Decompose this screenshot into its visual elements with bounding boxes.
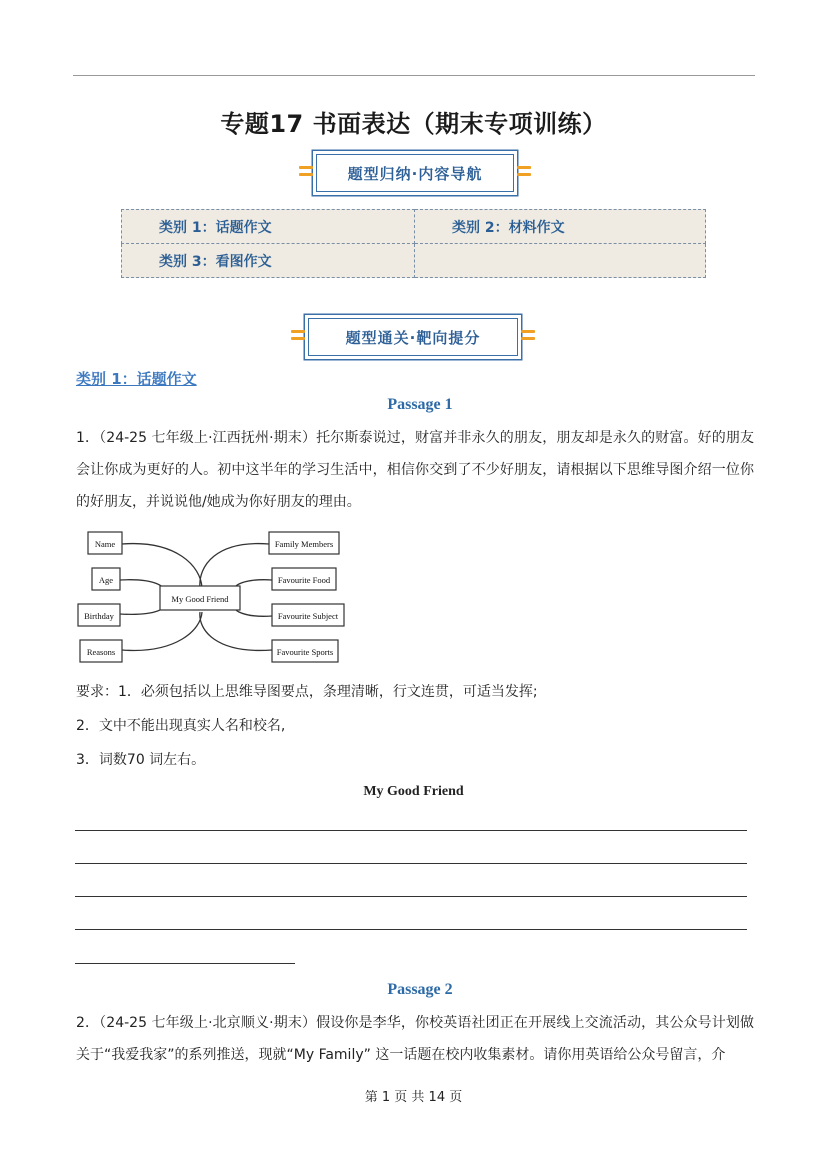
mind-map-node-sports: Favourite Sports <box>276 647 334 657</box>
requirement-3: 3．词数70 词左右。 <box>76 752 206 768</box>
practice-banner-label: 题型通关·靶向提分 <box>345 328 481 347</box>
essay-title: My Good Friend <box>363 784 464 799</box>
bracket-icon <box>517 164 531 180</box>
passage-1-prompt: 1．（24-25 七年级上·江西抚州·期末）托尔斯泰说过，财富并非永久的朋友，朋友却是永久的财富。好的朋友会让你成为更好的人。初中这半年的学习生活中，相信你交到了不少好朋友，请根据以下思维导图介绍一位你的好朋友，并说说他/她成为你好朋友的理由。 <box>76 430 754 510</box>
writing-line[interactable] <box>75 863 747 864</box>
mind-map-node-reasons: Reasons <box>86 647 116 657</box>
page-footer: 第 1 页 共 14 页 <box>364 1090 463 1105</box>
passage-2-prompt: 2．（24-25 七年级上·北京顺义·期末）假设你是李华，你校英语社团正在开展线上交流活动，其公众号计划做关于“我爱我家”的系列推送，现就“My Family” 这一话题在校内收集素材。请你用英语给公众号留言，介 <box>76 1015 754 1063</box>
category-table <box>121 209 706 278</box>
writing-line[interactable] <box>75 830 747 831</box>
category-3-cell: 类别 3：看图作文 <box>122 244 415 278</box>
mind-map-link <box>200 544 269 588</box>
category-2-cell: 类别 2：材料作文 <box>415 210 706 244</box>
mind-map-link <box>122 544 202 588</box>
category-1-cell: 类别 1：话题作文 <box>122 210 415 244</box>
mind-map-center: My Good Friend <box>171 594 229 604</box>
bracket-icon <box>521 328 535 344</box>
requirement-1: 要求：1．必须包括以上思维导图要点，条理清晰，行文连贯，可适当发挥; <box>76 684 538 700</box>
mind-map-node-birthday: Birthday <box>84 611 114 621</box>
mind-map-node-name: Name <box>94 539 116 549</box>
mind-map <box>76 526 346 666</box>
bracket-icon <box>299 164 313 180</box>
nav-banner-label: 题型归纳·内容导航 <box>347 164 483 183</box>
header-rule <box>73 75 755 76</box>
mind-map-link <box>120 580 164 594</box>
practice-banner <box>308 318 518 356</box>
mind-map-node-food: Favourite Food <box>277 575 331 585</box>
mind-map-node-subject: Favourite Subject <box>277 611 339 621</box>
writing-line[interactable] <box>75 896 747 897</box>
writing-line[interactable] <box>75 963 295 964</box>
passage-2-label: Passage 2 <box>387 981 453 998</box>
requirement-2: 2．文中不能出现真实人名和校名, <box>76 718 286 734</box>
writing-line[interactable] <box>75 929 747 930</box>
page-title: 专题17 书面表达（期末专项训练） <box>220 110 607 138</box>
category-4-cell <box>415 244 706 278</box>
mind-map-node-age: Age <box>98 575 114 585</box>
section-1-link[interactable]: 类别 1：话题作文 <box>76 370 197 388</box>
passage-1-label: Passage 1 <box>387 396 453 413</box>
mind-map-link <box>200 612 272 650</box>
mind-map-link <box>122 612 202 650</box>
mind-map-link <box>120 602 164 614</box>
nav-banner <box>316 154 514 192</box>
mind-map-node-family: Family Members <box>274 539 334 549</box>
bracket-icon <box>291 328 305 344</box>
